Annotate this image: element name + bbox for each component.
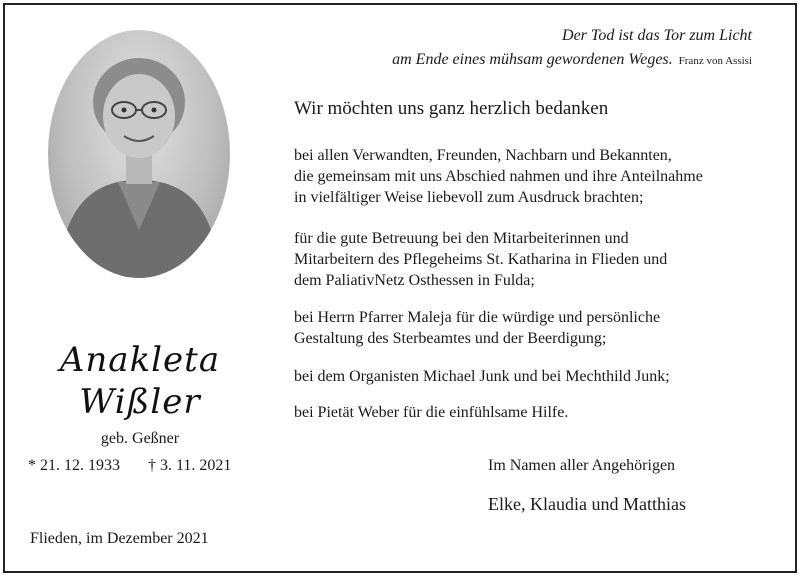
place-and-date: Flieden, im Dezember 2021 [30, 530, 209, 547]
thanks-paragraph-1 [294, 145, 774, 208]
paragraph-line: bei Herrn Pfarrer Maleja für die würdige und persönliche [294, 309, 661, 326]
paragraph-line: die gemeinsam mit uns Abschied nahmen und ihre Anteilnahme [294, 168, 703, 185]
signers: Elke, Klaudia und Matthias [488, 494, 686, 514]
paragraph-line: dem PaliativNetz Osthessen in Fulda; [294, 272, 535, 289]
paragraph-line: Gestaltung des Sterbeamtes und der Beerdigung; [294, 330, 607, 347]
deceased-last-name: Wißler [79, 382, 201, 422]
maiden-name: geb. Geßner [100, 430, 180, 447]
portrait-figure-icon [48, 30, 230, 278]
paragraph-line: in vielfältiger Weise liebevoll zum Ausdruck brachten; [294, 189, 644, 206]
birth-date: * 21. 12. 1933 [28, 457, 120, 474]
thanks-paragraph-3 [294, 307, 774, 349]
quote-line-1: Der Tod ist das Tor zum Licht [562, 27, 752, 44]
thanks-paragraph-4 [294, 366, 774, 387]
quote-line-2 [392, 48, 752, 73]
deceased-first-name: Anakleta [59, 340, 221, 380]
portrait-photo [48, 30, 230, 278]
paragraph-line: für die gute Betreuung bei den Mitarbeiterinnen und [294, 230, 629, 247]
memorial-quote [392, 24, 752, 73]
paragraph-line: bei Pietät Weber für die einfühlsame Hilfe. [294, 404, 569, 421]
paragraph-line: bei dem Organisten Michael Junk und bei Mechthild Junk; [294, 368, 670, 385]
life-dates [28, 457, 231, 475]
paragraph-line: bei allen Verwandten, Freunden, Nachbarn und Bekannten, [294, 147, 672, 164]
thanks-heading: Wir möchten uns ganz herzlich bedanken [294, 98, 609, 119]
signoff: Im Namen aller Angehörigen [488, 457, 676, 474]
paragraph-line: Mitarbeitern des Pflegeheims St. Katharina in Flieden und [294, 251, 668, 268]
thanks-paragraph-2 [294, 228, 774, 291]
thanks-paragraph-5 [294, 402, 774, 423]
death-date: † 3. 11. 2021 [148, 457, 232, 474]
quote-line-2-text: am Ende eines mühsam gewordenen Weges. [392, 51, 673, 68]
quote-author: Franz von Assisi [678, 55, 752, 67]
